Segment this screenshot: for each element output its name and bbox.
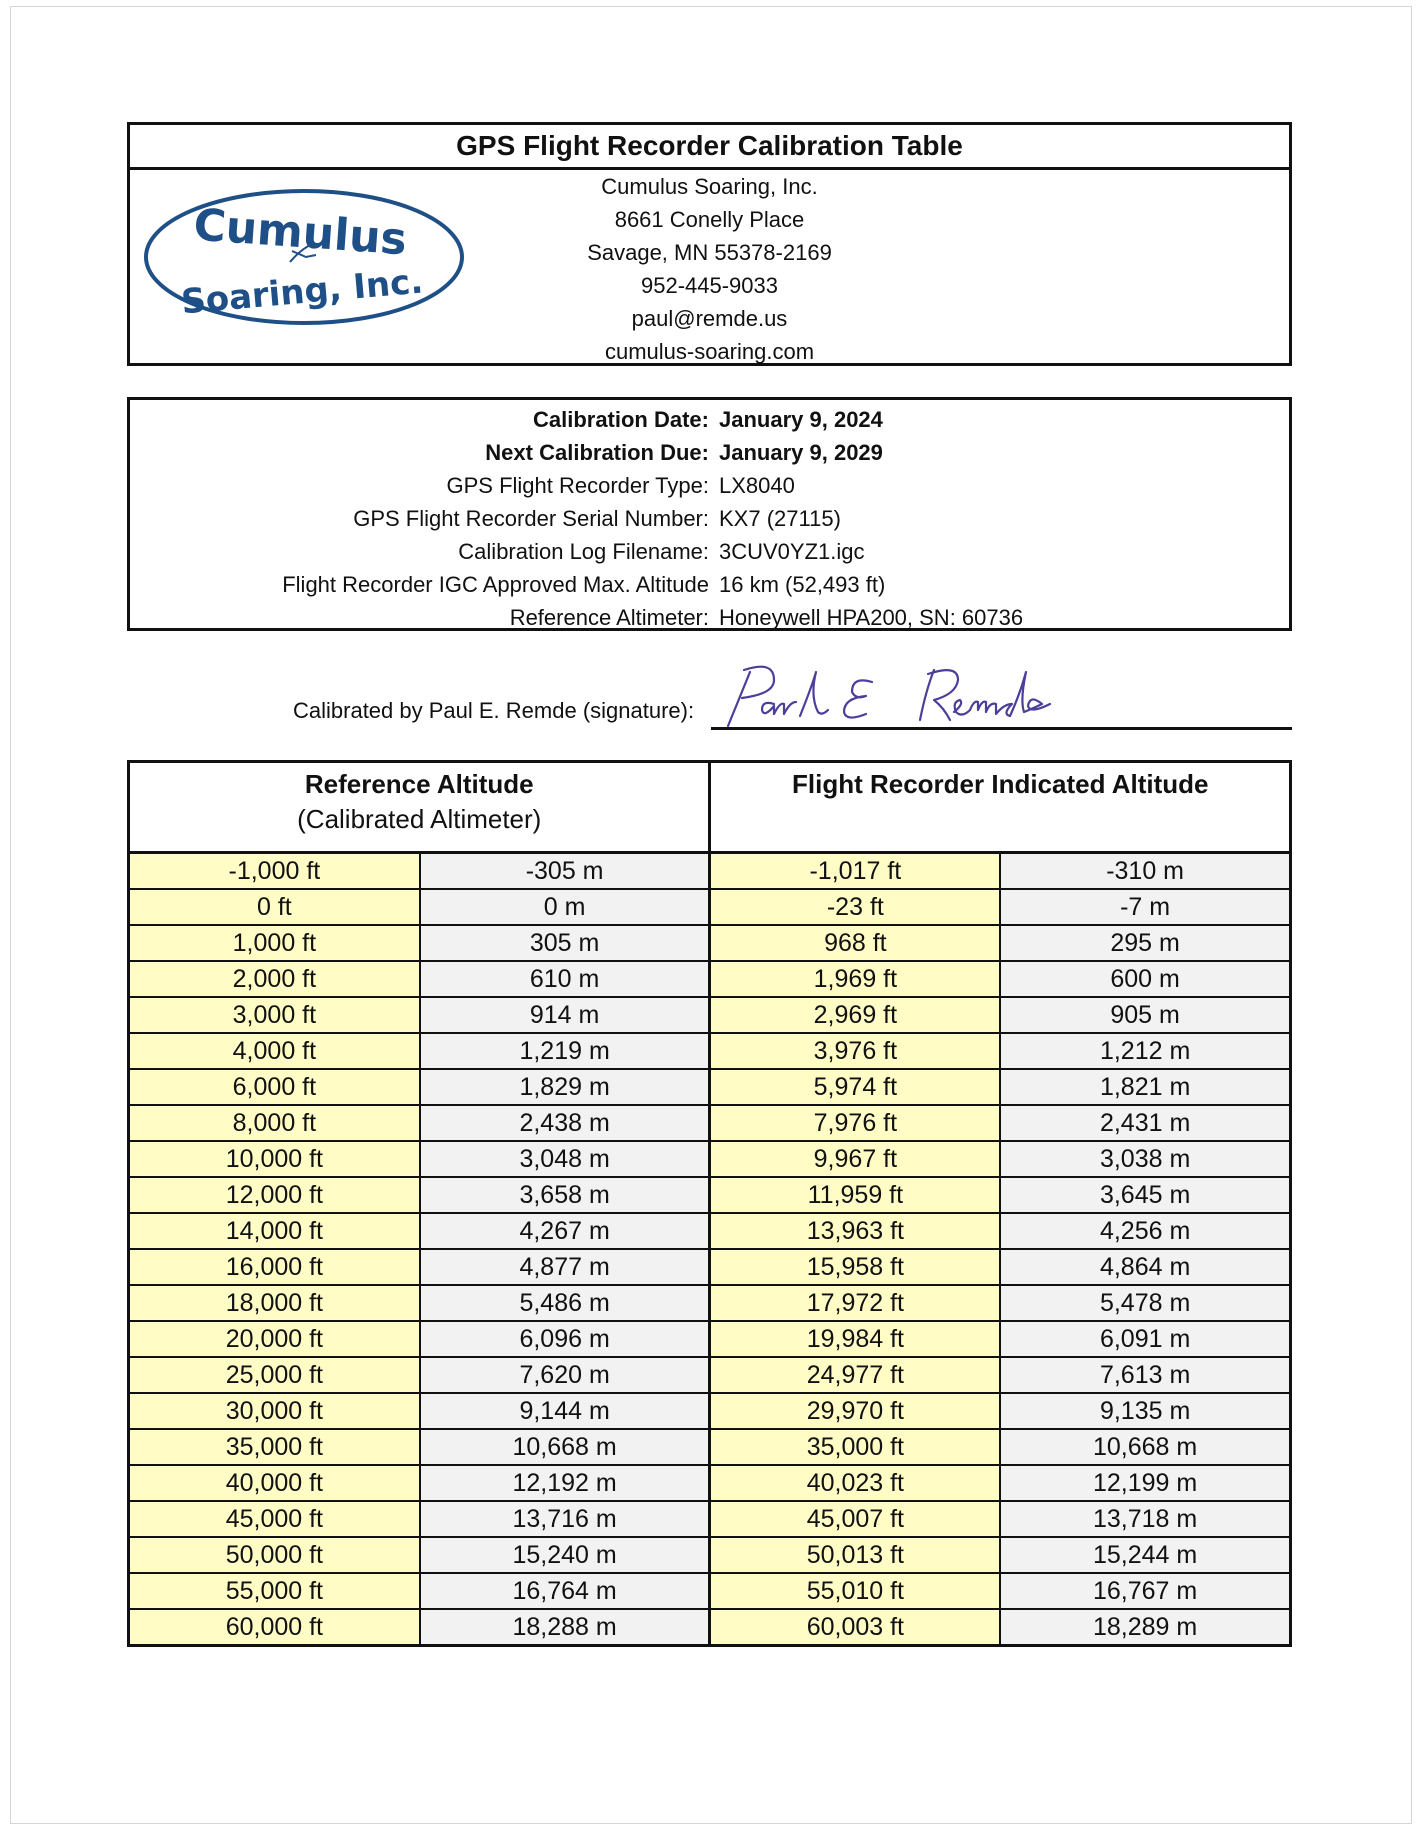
info-value: January 9, 2024 — [719, 407, 883, 432]
ref-ft-cell: 50,000 ft — [129, 1537, 420, 1573]
ref-m-cell: 9,144 m — [420, 1393, 710, 1429]
ref-m-cell: 2,438 m — [420, 1105, 710, 1141]
ref-ft-cell: 2,000 ft — [129, 961, 420, 997]
info-row — [130, 502, 1023, 535]
table-row — [129, 1573, 1291, 1609]
table-row — [129, 925, 1291, 961]
recorder-ft-cell: 24,977 ft — [710, 1357, 1000, 1393]
table-row — [129, 1249, 1291, 1285]
info-label: Reference Altimeter: — [509, 605, 709, 630]
ref-ft-cell: 1,000 ft — [129, 925, 420, 961]
info-label: GPS Flight Recorder Serial Number: — [353, 506, 709, 531]
contact-email: paul@remde.us — [631, 306, 788, 331]
ref-ft-cell: 16,000 ft — [129, 1249, 420, 1285]
recorder-m-cell: -310 m — [1000, 853, 1290, 890]
ref-ft-cell: 6,000 ft — [129, 1069, 420, 1105]
ref-m-cell: 13,716 m — [420, 1501, 710, 1537]
info-label: Calibration Date: — [532, 407, 709, 432]
table-row — [129, 1393, 1291, 1429]
ref-ft-cell: 18,000 ft — [129, 1285, 420, 1321]
ref-m-cell: 1,829 m — [420, 1069, 710, 1105]
recorder-ft-cell: 50,013 ft — [710, 1537, 1000, 1573]
recorder-ft-cell: -23 ft — [710, 889, 1000, 925]
recorder-m-cell: 4,256 m — [1000, 1213, 1290, 1249]
recorder-m-cell: 295 m — [1000, 925, 1290, 961]
ref-m-cell: 16,764 m — [420, 1573, 710, 1609]
ref-ft-cell: 14,000 ft — [129, 1213, 420, 1249]
ref-ft-cell: 30,000 ft — [129, 1393, 420, 1429]
ref-m-cell: 5,486 m — [420, 1285, 710, 1321]
info-value: KX7 (27115) — [719, 506, 841, 531]
ref-m-cell: 4,267 m — [420, 1213, 710, 1249]
ref-ft-cell: 55,000 ft — [129, 1573, 420, 1609]
recorder-ft-cell: 7,976 ft — [710, 1105, 1000, 1141]
info-row — [130, 535, 1023, 568]
table-row — [129, 1105, 1291, 1141]
document-title: GPS Flight Recorder Calibration Table — [130, 125, 1289, 170]
ref-ft-cell: -1,000 ft — [129, 853, 420, 890]
table-row — [129, 1465, 1291, 1501]
ref-m-cell: 7,620 m — [420, 1357, 710, 1393]
recorder-m-cell: 600 m — [1000, 961, 1290, 997]
recorder-ft-cell: 1,969 ft — [710, 961, 1000, 997]
recorder-m-cell: 12,199 m — [1000, 1465, 1290, 1501]
info-row — [130, 568, 1023, 601]
ref-ft-cell: 45,000 ft — [129, 1501, 420, 1537]
table-row — [129, 997, 1291, 1033]
ref-m-cell: 12,192 m — [420, 1465, 710, 1501]
info-row — [130, 436, 1023, 469]
ref-m-cell: 3,658 m — [420, 1177, 710, 1213]
info-value: Honeywell HPA200, SN: 60736 — [719, 605, 1024, 630]
table-row — [129, 1537, 1291, 1573]
recorder-m-cell: 3,038 m — [1000, 1141, 1290, 1177]
recorder-ft-cell: 17,972 ft — [710, 1285, 1000, 1321]
logo-text-line1: Cumulus — [191, 199, 409, 266]
recorder-ft-cell: 40,023 ft — [710, 1465, 1000, 1501]
contact-block — [130, 170, 1289, 368]
signature-line — [711, 727, 1292, 730]
ref-ft-cell: 12,000 ft — [129, 1177, 420, 1213]
recorder-ft-cell: 968 ft — [710, 925, 1000, 961]
recorder-ft-cell: 15,958 ft — [710, 1249, 1000, 1285]
table-row — [129, 853, 1291, 890]
recorder-ft-cell: 55,010 ft — [710, 1573, 1000, 1609]
recorder-m-cell: 9,135 m — [1000, 1393, 1290, 1429]
ref-ft-cell: 10,000 ft — [129, 1141, 420, 1177]
ref-ft-cell: 20,000 ft — [129, 1321, 420, 1357]
recorder-m-cell: 15,244 m — [1000, 1537, 1290, 1573]
recorder-ft-cell: 2,969 ft — [710, 997, 1000, 1033]
contact-street: 8661 Conelly Place — [614, 207, 805, 232]
calibration-info-table — [130, 403, 1023, 634]
recorder-altitude-title: Flight Recorder Indicated Altitude — [791, 769, 1209, 799]
recorder-ft-cell: 5,974 ft — [710, 1069, 1000, 1105]
table-body — [129, 853, 1291, 1646]
calibration-info-box — [127, 397, 1292, 631]
recorder-m-cell: 10,668 m — [1000, 1429, 1290, 1465]
info-value: 3CUV0YZ1.igc — [719, 539, 865, 564]
recorder-m-cell: 5,478 m — [1000, 1285, 1290, 1321]
ref-ft-cell: 3,000 ft — [129, 997, 420, 1033]
ref-m-cell: 1,219 m — [420, 1033, 710, 1069]
table-row — [129, 1141, 1291, 1177]
contact-website: cumulus-soaring.com — [604, 339, 815, 364]
recorder-m-cell: 905 m — [1000, 997, 1290, 1033]
recorder-ft-cell: 45,007 ft — [710, 1501, 1000, 1537]
contact-company: Cumulus Soaring, Inc. — [601, 174, 818, 199]
recorder-ft-cell: 29,970 ft — [710, 1393, 1000, 1429]
ref-ft-cell: 60,000 ft — [129, 1609, 420, 1646]
recorder-m-cell: 18,289 m — [1000, 1609, 1290, 1646]
recorder-m-cell: 16,767 m — [1000, 1573, 1290, 1609]
recorder-m-cell: 1,821 m — [1000, 1069, 1290, 1105]
table-row — [129, 889, 1291, 925]
table-row — [129, 1357, 1291, 1393]
logo-text-line2: Soaring, Inc. — [179, 261, 425, 323]
ref-m-cell: -305 m — [420, 853, 710, 890]
ref-ft-cell: 35,000 ft — [129, 1429, 420, 1465]
ref-m-cell: 0 m — [420, 889, 710, 925]
ref-ft-cell: 4,000 ft — [129, 1033, 420, 1069]
ref-ft-cell: 0 ft — [129, 889, 420, 925]
ref-ft-cell: 8,000 ft — [129, 1105, 420, 1141]
table-row — [129, 1033, 1291, 1069]
signature-label: Calibrated by Paul E. Remde (signature): — [293, 698, 695, 723]
recorder-ft-cell: 13,963 ft — [710, 1213, 1000, 1249]
ref-ft-cell: 40,000 ft — [129, 1465, 420, 1501]
contact-phone: 952-445-9033 — [640, 273, 778, 298]
info-label: Calibration Log Filename: — [458, 539, 709, 564]
ref-m-cell: 305 m — [420, 925, 710, 961]
ref-ft-cell: 25,000 ft — [129, 1357, 420, 1393]
table-row — [129, 961, 1291, 997]
ref-m-cell: 610 m — [420, 961, 710, 997]
info-row — [130, 403, 1023, 436]
ref-m-cell: 18,288 m — [420, 1609, 710, 1646]
info-value: LX8040 — [719, 473, 795, 498]
info-label: GPS Flight Recorder Type: — [446, 473, 709, 498]
table-row — [129, 1429, 1291, 1465]
table-row — [129, 1321, 1291, 1357]
calibration-data-table — [127, 760, 1292, 1647]
reference-altitude-header — [129, 762, 710, 853]
info-value: 16 km (52,493 ft) — [719, 572, 886, 597]
table-row — [129, 1609, 1291, 1646]
recorder-m-cell: 1,212 m — [1000, 1033, 1290, 1069]
recorder-ft-cell: 3,976 ft — [710, 1033, 1000, 1069]
recorder-m-cell: 2,431 m — [1000, 1105, 1290, 1141]
recorder-m-cell: 4,864 m — [1000, 1249, 1290, 1285]
ref-m-cell: 15,240 m — [420, 1537, 710, 1573]
ref-m-cell: 4,877 m — [420, 1249, 710, 1285]
contact-city: Savage, MN 55378-2169 — [587, 240, 832, 265]
reference-altitude-title: Reference Altitude — [304, 769, 534, 799]
info-label: Flight Recorder IGC Approved Max. Altitude — [282, 572, 709, 597]
recorder-m-cell: 13,718 m — [1000, 1501, 1290, 1537]
recorder-ft-cell: 60,003 ft — [710, 1609, 1000, 1646]
handwritten-signature — [722, 660, 1102, 730]
ref-m-cell: 3,048 m — [420, 1141, 710, 1177]
recorder-m-cell: -7 m — [1000, 889, 1290, 925]
recorder-altitude-header — [710, 762, 1291, 853]
table-row — [129, 1213, 1291, 1249]
table-row — [129, 1501, 1291, 1537]
header-box — [127, 122, 1292, 366]
ref-m-cell: 914 m — [420, 997, 710, 1033]
table-row — [129, 1285, 1291, 1321]
table-header-row — [129, 762, 1291, 853]
info-label: Next Calibration Due: — [485, 440, 709, 465]
recorder-ft-cell: 9,967 ft — [710, 1141, 1000, 1177]
recorder-m-cell: 7,613 m — [1000, 1357, 1290, 1393]
ref-m-cell: 10,668 m — [420, 1429, 710, 1465]
recorder-m-cell: 3,645 m — [1000, 1177, 1290, 1213]
recorder-m-cell: 6,091 m — [1000, 1321, 1290, 1357]
recorder-ft-cell: 19,984 ft — [710, 1321, 1000, 1357]
table-row — [129, 1069, 1291, 1105]
reference-altitude-subtitle: (Calibrated Altimeter) — [297, 804, 542, 834]
recorder-ft-cell: -1,017 ft — [710, 853, 1000, 890]
info-row — [130, 601, 1023, 634]
ref-m-cell: 6,096 m — [420, 1321, 710, 1357]
recorder-ft-cell: 35,000 ft — [710, 1429, 1000, 1465]
info-row — [130, 469, 1023, 502]
table-row — [129, 1177, 1291, 1213]
recorder-ft-cell: 11,959 ft — [710, 1177, 1000, 1213]
info-value: January 9, 2029 — [719, 440, 883, 465]
